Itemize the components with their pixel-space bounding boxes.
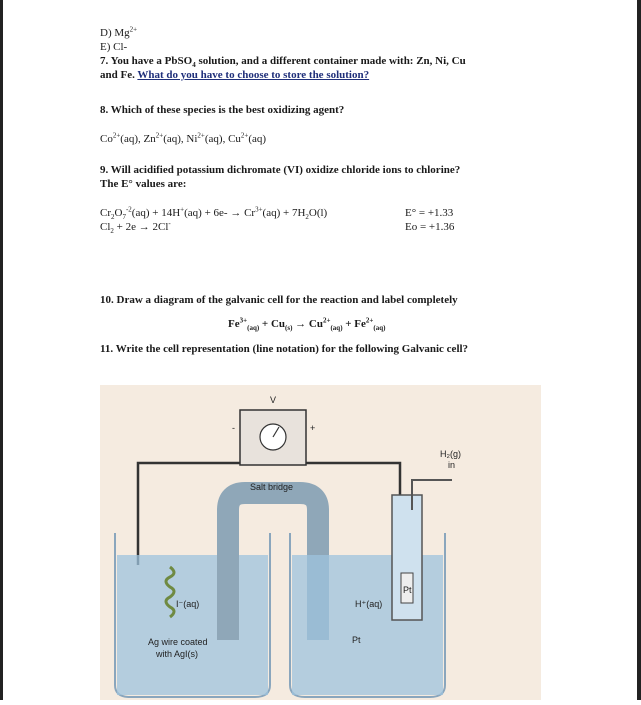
pt-bottom-label: Pt bbox=[352, 635, 361, 645]
question-7-line2: and Fe. What do you have to choose to store the solution? bbox=[100, 69, 370, 81]
h2-in-label: in bbox=[448, 460, 456, 470]
left-solution bbox=[117, 555, 268, 695]
question-9-line2: The E° values are: bbox=[100, 178, 187, 190]
right-solution-label: H⁺(aq) bbox=[355, 599, 383, 609]
left-solution-label: I⁻(aq) bbox=[176, 599, 200, 609]
question-10-reaction: $Fe^{3+}_{(aq)} + Cu_{(s)} \to Cu^{2+}_{(aq)} + Fe^{2+}_{(aq)}$ bbox=[228, 316, 386, 333]
option-d: D) $Mg^{2+}$ bbox=[100, 25, 138, 39]
plus-terminal: + bbox=[310, 423, 316, 433]
ag-wire-label-line1: Ag wire coated bbox=[148, 637, 208, 647]
question-7-line1: 7. You have a PbSO$_4$ solution, and a different container made with: Zn, Ni, Cu bbox=[100, 55, 466, 70]
h2-label: H₂(g) bbox=[440, 449, 461, 459]
salt-bridge-label: Salt bridge bbox=[250, 482, 294, 492]
page-left-edge bbox=[0, 0, 3, 700]
page-right-edge bbox=[637, 0, 641, 700]
equation-2: $Cl_2 + 2e \to 2Cl^-$ bbox=[100, 219, 171, 236]
minus-terminal: - bbox=[232, 423, 235, 433]
voltmeter-label: V bbox=[270, 395, 277, 405]
equation-2-potential: Eo = +1.36 bbox=[405, 221, 455, 233]
question-9-line1: 9. Will acidified potassium dichromate (VI) oxidize chloride ions to chlorine? bbox=[100, 164, 461, 176]
question-11: 11. Write the cell representation (line notation) for the following Galvanic cell? bbox=[100, 343, 469, 355]
equation-1: $Cr_2O_7^{-2}(aq) + 14H^+(aq) + 6e- \to Cr^{3+}(aq) + 7H_2O(l)$ bbox=[100, 205, 328, 222]
ag-wire-label-line2: with AgI(s) bbox=[156, 649, 199, 659]
question-7-link[interactable]: What do you have to choose to store the solution? bbox=[137, 69, 370, 81]
question-8-species: $Co^{2+}(aq)$, $Zn^{2+}(aq)$, $Ni^{2+}(aq)$, $Cu^{2+}(aq)$ bbox=[100, 131, 267, 145]
question-8: 8. Which of these species is the best oxidizing agent? bbox=[100, 104, 345, 116]
option-e: E) Cl- bbox=[100, 41, 128, 53]
question-10: 10. Draw a diagram of the galvanic cell for the reaction and label completely bbox=[100, 294, 458, 306]
equation-1-potential: E° = +1.33 bbox=[405, 207, 454, 219]
galvanic-cell-figure bbox=[100, 385, 541, 700]
pt-top-label: Pt bbox=[403, 585, 412, 595]
